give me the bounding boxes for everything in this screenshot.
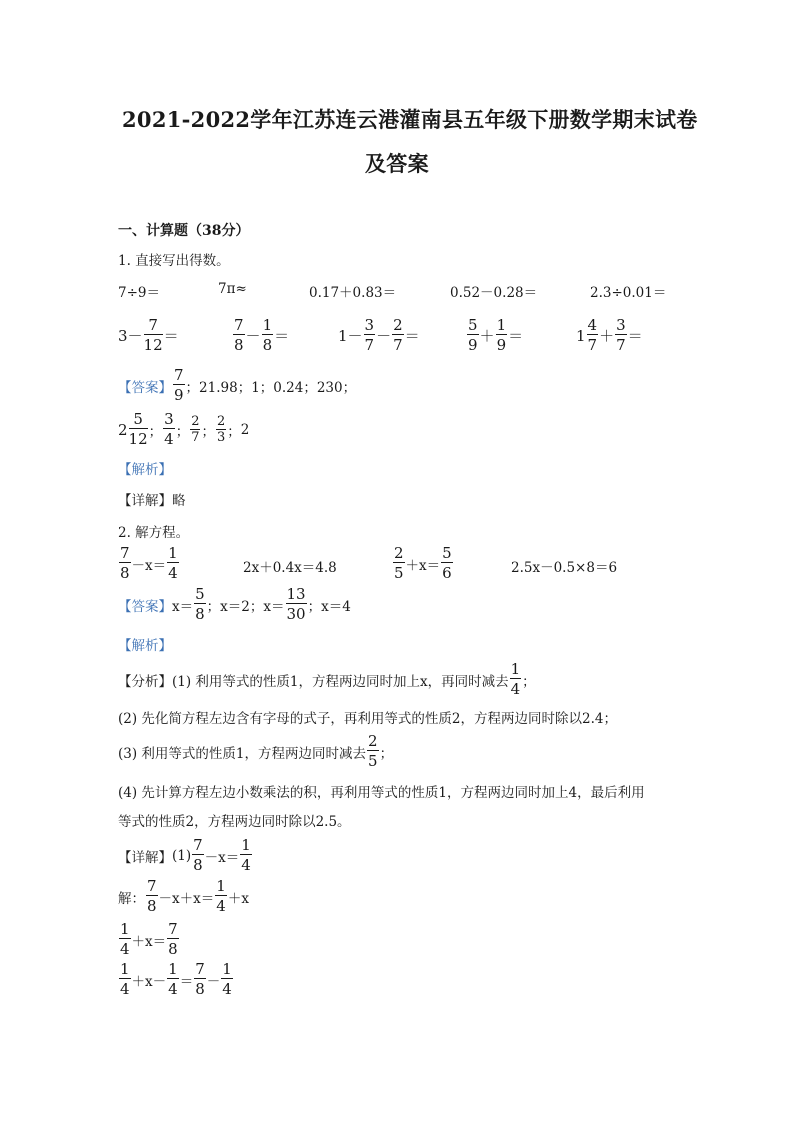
fraction [192, 836, 204, 875]
whole: 1－ [338, 327, 363, 345]
denominator: 7 [191, 430, 200, 445]
answer-tag: 【答案】 [118, 598, 172, 615]
denominator: 4 [120, 980, 130, 998]
denominator: 4 [168, 980, 178, 998]
detail-text: －x＝ [204, 849, 240, 866]
denominator: 8 [193, 856, 203, 874]
denominator: 7 [587, 336, 598, 354]
denominator: 9 [496, 336, 507, 354]
analysis-text: ； [379, 745, 394, 762]
analysis-text: ； [522, 673, 536, 690]
numerator: 7 [147, 877, 157, 895]
equation-text: －x＝ [131, 557, 167, 574]
answer-text: ；x＝2；x＝ [206, 598, 285, 615]
numerator: 1 [168, 960, 178, 978]
answer-text: x＝ [172, 598, 194, 615]
denominator: 7 [364, 336, 375, 354]
q2-equation [118, 544, 180, 583]
denominator: 8 [147, 897, 157, 915]
fraction [233, 316, 245, 355]
fraction [221, 960, 233, 999]
fraction [129, 410, 148, 449]
numerator: 1 [168, 544, 178, 562]
fraction [441, 544, 453, 583]
q2-answer [118, 585, 351, 624]
separator: ； [201, 423, 215, 440]
detail-text: ＋x＝ [131, 933, 167, 950]
fraction [194, 960, 206, 999]
detail-text: 解： [118, 890, 145, 907]
q2-analysis-line1 [118, 660, 536, 699]
equation-text: ＋x＝ [405, 557, 441, 574]
separator: ； [227, 423, 241, 440]
question-1-label: 1. 直接写出得数。 [118, 253, 230, 269]
fraction [167, 920, 179, 959]
fraction [467, 316, 479, 355]
fraction [240, 836, 252, 875]
operator: － [245, 327, 261, 345]
separator: ； [148, 423, 163, 440]
q1-detail [118, 489, 186, 509]
q2-analysis-tag: 【解析】 [118, 638, 172, 654]
q1-analysis-tag: 【解析】 [118, 462, 172, 478]
denominator: 4 [241, 856, 251, 874]
denominator: 6 [442, 564, 452, 582]
numerator: 3 [164, 410, 174, 428]
q2-equation: 2.5x－0.5×8＝6 [511, 560, 618, 576]
denominator: 4 [510, 680, 521, 698]
denominator: 9 [174, 386, 184, 404]
denominator: 3 [216, 430, 226, 445]
fraction [510, 660, 522, 699]
denominator: 5 [368, 752, 378, 770]
numerator: 1 [222, 960, 232, 978]
q1-answer [118, 366, 356, 405]
fraction [119, 544, 131, 583]
denominator: 7 [393, 336, 403, 354]
denominator: 8 [195, 605, 205, 623]
fraction [194, 585, 206, 624]
q2-detail-header [118, 836, 253, 875]
fraction [496, 316, 508, 355]
numerator: 7 [168, 920, 178, 938]
section-heading: 一、计算题（38分） [118, 223, 250, 239]
numerator: 2 [393, 316, 403, 334]
equals: ＝ [508, 327, 524, 345]
q2-solution-step [118, 960, 234, 999]
numerator: 7 [195, 960, 205, 978]
detail-text: ＋x－ [131, 973, 167, 990]
q1-row2-expr [338, 316, 420, 355]
question-2-label: 2. 解方程。 [118, 525, 190, 541]
document-title-line1: 2021-2022学年江苏连云港灌南县五年级下册数学期末试卷 [122, 107, 698, 132]
numerator: 1 [262, 316, 273, 334]
fraction [119, 920, 131, 959]
analysis-tag: 【分析】 [118, 673, 172, 690]
q2-analysis-line2: (2) 先化简方程左边含有字母的式子，再利用等式的性质2，方程两边同时除以2.4； [118, 711, 617, 727]
fraction [364, 316, 376, 355]
q2-analysis-line3 [118, 732, 393, 771]
detail-text: －x＋x＝ [158, 890, 215, 907]
denominator: 12 [143, 336, 163, 354]
answer-text: ；x＝4 [307, 598, 351, 615]
q2-analysis-line5: 等式的性质2，方程两边同时除以2.5。 [118, 814, 351, 830]
numerator: 2 [394, 544, 404, 562]
denominator: 8 [168, 940, 178, 958]
fraction [146, 877, 158, 916]
fraction [286, 585, 307, 624]
q1-row1-item: 0.17＋0.83＝ [309, 285, 397, 301]
operator: ＋ [479, 327, 495, 345]
numerator: 5 [468, 316, 478, 334]
answer-text: ；21.98；1；0.24；230； [185, 379, 357, 396]
numerator: 3 [364, 316, 375, 334]
q1-row2-expr [576, 316, 643, 355]
numerator: 7 [234, 316, 244, 334]
equals: ＝ [274, 327, 290, 345]
denominator: 4 [216, 897, 226, 915]
fraction [393, 544, 405, 583]
fraction [167, 544, 179, 583]
operator: ＋ [599, 327, 615, 345]
answer-tag: 【答案】 [118, 379, 172, 396]
q1-row1-item: 7÷9＝ [118, 285, 160, 301]
fraction [144, 316, 163, 355]
analysis-text: (3) 利用等式的性质1，方程两边同时减去 [118, 745, 367, 762]
numerator: 1 [120, 960, 130, 978]
denominator: 8 [262, 336, 273, 354]
denominator: 4 [164, 430, 174, 448]
analysis-text: (1) 利用等式的性质1，方程两边同时加上x，再同时减去 [172, 673, 509, 690]
whole: 3－ [118, 327, 143, 345]
detail-text: (1) [172, 847, 192, 864]
fraction [163, 410, 175, 449]
q2-solution-step [118, 877, 249, 916]
numerator: 2 [191, 414, 200, 429]
denominator: 8 [234, 336, 244, 354]
numerator: 1 [120, 920, 130, 938]
q2-equation: 2x＋0.4x＝4.8 [243, 560, 337, 576]
document-title-line2: 及答案 [365, 151, 429, 176]
answer-text: 2 [240, 421, 250, 438]
q1-row1-item: 2.3÷0.01＝ [590, 285, 667, 301]
q1-row1-item: 7π≈ [218, 281, 247, 297]
denominator: 4 [168, 564, 178, 582]
fraction [392, 316, 404, 355]
detail-text: 略 [172, 493, 186, 509]
whole: 2 [118, 420, 128, 439]
numerator: 7 [174, 366, 184, 384]
q2-analysis-line4: (4) 先计算方程左边小数乘法的积，再利用等式的性质1，方程两边同时加上4，最后利用 [118, 785, 645, 801]
detail-text: ＋x [227, 890, 249, 907]
denominator: 12 [128, 430, 148, 448]
denominator: 4 [222, 980, 232, 998]
numerator: 1 [496, 316, 507, 334]
q1-answer-line2 [118, 410, 249, 449]
denominator: 30 [286, 605, 306, 623]
numerator: 5 [129, 410, 148, 429]
detail-text: ＝ [179, 973, 194, 990]
equals: ＝ [404, 327, 420, 345]
equals: ＝ [627, 327, 643, 345]
q1-row2-expr [232, 316, 289, 355]
fraction [216, 414, 226, 445]
q2-solution-step [118, 920, 180, 959]
denominator: 8 [195, 980, 205, 998]
fraction [167, 960, 179, 999]
numerator: 1 [216, 877, 226, 895]
numerator: 7 [193, 836, 203, 854]
denominator: 9 [468, 336, 478, 354]
fraction [262, 316, 274, 355]
numerator: 3 [616, 316, 626, 334]
whole: 1 [576, 326, 586, 345]
q1-row2-expr [118, 316, 179, 355]
detail-tag: 【详解】 [118, 849, 172, 866]
operator: － [376, 327, 392, 345]
detail-tag: 【详解】 [118, 493, 172, 509]
fraction [215, 877, 227, 916]
fraction [119, 960, 131, 999]
fraction [173, 366, 185, 405]
separator: ； [175, 423, 190, 440]
numerator: 2 [368, 732, 378, 750]
numerator: 7 [120, 544, 130, 562]
numerator: 5 [195, 585, 205, 603]
numerator: 2 [216, 414, 226, 429]
numerator: 1 [510, 660, 521, 678]
numerator: 4 [587, 316, 598, 334]
denominator: 8 [120, 564, 130, 582]
fraction [367, 732, 379, 771]
numerator: 13 [286, 585, 306, 603]
fraction [615, 316, 627, 355]
numerator: 1 [241, 836, 251, 854]
denominator: 5 [394, 564, 404, 582]
numerator: 5 [442, 544, 452, 562]
denominator: 7 [616, 336, 626, 354]
detail-text: － [206, 973, 221, 990]
q2-equation [392, 544, 454, 583]
fraction [190, 414, 200, 445]
denominator: 4 [120, 940, 130, 958]
fraction [587, 316, 599, 355]
numerator: 7 [144, 316, 163, 335]
q1-row2-expr [466, 316, 523, 355]
equals: ＝ [163, 327, 179, 345]
q1-row1-item: 0.52－0.28＝ [450, 285, 538, 301]
